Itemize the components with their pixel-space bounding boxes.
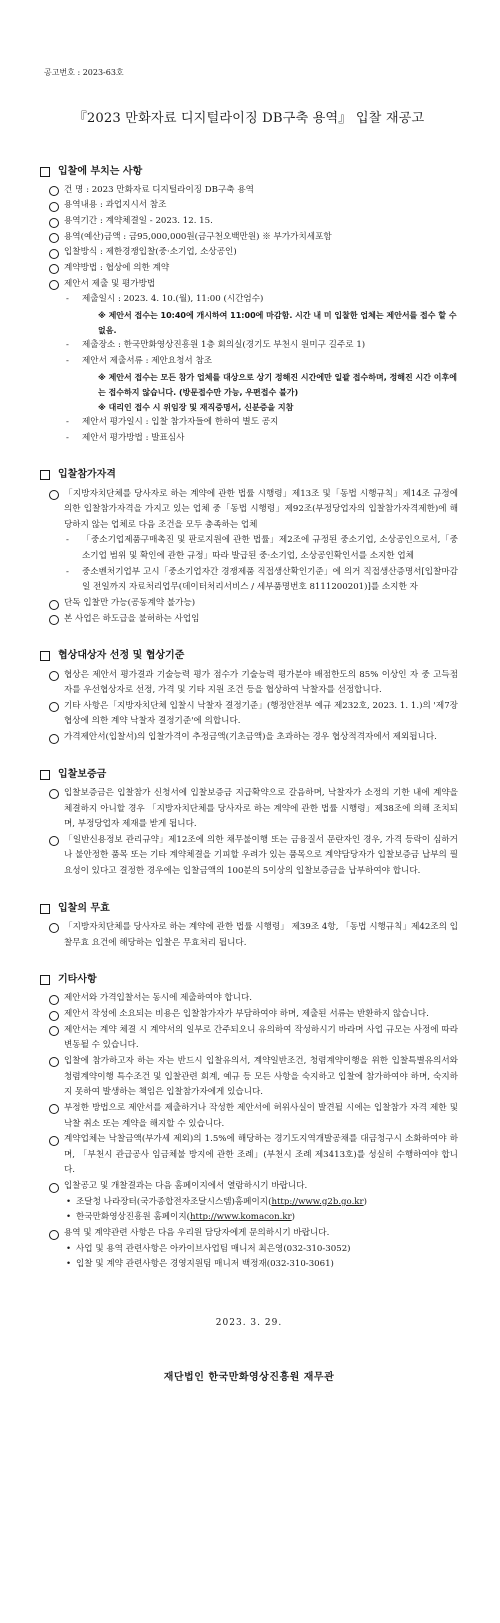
- komacon-link[interactable]: http://www.komacon.kr: [190, 1212, 292, 1223]
- circle-bullet-icon: [49, 280, 59, 290]
- circle-bullet-icon: [49, 1136, 59, 1146]
- square-bullet-icon: [40, 470, 50, 480]
- square-bullet-icon: [40, 167, 50, 177]
- list-item: 입찰공고 및 개찰결과는 다음 홈페이지에서 열람하시기 바랍니다.: [40, 1179, 458, 1195]
- list-item: 건 명 : 2023 만화자료 디지털라이징 DB구축 용역: [40, 183, 458, 199]
- circle-bullet-icon: [49, 264, 59, 274]
- circle-bullet-icon: [49, 836, 59, 846]
- square-bullet-icon: [40, 975, 50, 985]
- circle-bullet-icon: [49, 202, 59, 212]
- circle-bullet-icon: [49, 995, 59, 1005]
- section-bid-items: [40, 163, 458, 447]
- circle-bullet-icon: [49, 702, 59, 712]
- sub-item: - 중소벤처기업부 고시「중소기업자간 경쟁제품 직접생산확인기준」에 의거 직접생산증명서[입찰마감일 전일까지 자료처리업무(데이터처리서비스 / 세부품명번호 8111200201)]를 소지한 자: [66, 566, 458, 593]
- circle-bullet-icon: [49, 734, 59, 744]
- section-heading: 입찰의 무효: [40, 900, 458, 918]
- list-item: 협상은 제안서 평가결과 기술능력 평가 점수가 기술능력 평가분야 배점한도의 85% 이상인 자 중 고득점자를 우선협상자로 선정, 가격 및 기타 지원 조건 등을 협상하여 낙찰자를 선정합니다.: [40, 668, 458, 699]
- section-heading: 협상대상자 선정 및 협상기준: [40, 647, 458, 665]
- contact-item: • 입찰 및 계약 관련사항은 경영지원팀 매니저 백정재(032-310-3061): [66, 1259, 334, 1270]
- list-item: 입찰보증금은 입찰참가 신청서에 입찰보증금 지급확약으로 갈음하며, 낙찰자가 소정의 기한 내에 계약을 체결하지 아니할 경우 「지방자치단체를 당사자로 하는 계약에 관한 법률 시행령」제38조에 의해 조치되며, 부정당업자 제재를 받게 됩니다.: [40, 786, 458, 833]
- list-item: 계약방법 : 협상에 의한 계약: [40, 261, 458, 277]
- list-item: 용역(예산)금액 : 금95,000,000원(금구천오백만원) ※ 부가가치세포함: [40, 230, 458, 246]
- page-title: 『2023 만화자료 디지털라이징 DB구축 용역』 입찰 재공고: [73, 110, 425, 126]
- circle-bullet-icon: [49, 600, 59, 610]
- link-item: • 조달청 나라장터(국가종합전자조달시스템)홈페이지(http://www.g2b.go.kr): [66, 1196, 367, 1207]
- circle-bullet-icon: [49, 490, 59, 500]
- note-item: ※ 제안서 접수는 모든 참가 업체를 대상으로 상기 정해진 시간에만 일괄 접수하며, 정해진 시간 이후에는 접수하지 않습니다. (방문접수만 가능, 우편접수 불가): [98, 372, 457, 397]
- list-item: 「지방자치단체를 당사자로 하는 계약에 관한 법률 시행령」제13조 및「동법 시행규칙」제14조 규정에 의한 입찰참가자격을 가지고 있는 업체 중「동법 시행령」제92조(부정당업자의 입찰참가자격제한)에 해당하지 않는 업체로 다음 조건을 모두 충족하는 업체: [40, 487, 458, 534]
- list-item: 제안서와 가격입찰서는 동시에 제출하여야 합니다.: [40, 991, 458, 1007]
- section-heading: 기타사항: [40, 971, 458, 989]
- list-item: 제안서는 계약 체결 시 계약서의 일부로 간주되오니 유의하여 작성하시기 바라며 사업 규모는 사정에 따라 변동될 수 있습니다.: [40, 1023, 458, 1054]
- list-item: 단독 입찰만 가능(공동계약 불가능): [40, 596, 458, 612]
- note-item: ※ 제안서 접수는 10:40에 개시하여 11:00에 마감함. 시간 내 미 입찰한 업체는 제안서를 접수 할 수 없음.: [98, 310, 457, 336]
- list-item: 제안서 작성에 소요되는 비용은 입찰참가자가 부담하여야 하며, 제출된 서류는 반환하지 않습니다.: [40, 1007, 458, 1023]
- list-item: 제안서 제출 및 평가방법: [40, 277, 458, 293]
- circle-bullet-icon: [49, 249, 59, 259]
- list-item: 용역기간 : 계약체결일 - 2023. 12. 15.: [40, 214, 458, 230]
- contact-item: • 사업 및 용역 관련사항은 아카이브사업팀 매니저 최은영(032-310-3052): [66, 1243, 351, 1254]
- sub-item: - 제출일시 : 2023. 4. 10.(월), 11:00 (시간엄수): [66, 294, 264, 305]
- list-item: 계약업체는 낙찰금액(부가세 제외)의 1.5%에 해당하는 경기도지역개발공채를 대금청구시 소화하여야 하며, 「부천시 관급공사 임금체불 방지에 관한 조례」(부천시 조례 제3413호)를 성실히 수행하여야 합니다.: [40, 1132, 458, 1179]
- circle-bullet-icon: [49, 233, 59, 243]
- circle-bullet-icon: [49, 789, 59, 799]
- section-heading: 입찰참가자격: [40, 466, 458, 484]
- circle-bullet-icon: [49, 1230, 59, 1240]
- square-bullet-icon: [40, 651, 50, 661]
- sub-item: - 제안서 평가방법 : 발표심사: [66, 432, 185, 443]
- sub-item: - 「중소기업제품구매촉진 및 판로지원에 관한 법률」제2조에 규정된 중소기업, 소상공인으로서,「중소기업 범위 및 확인에 관한 규정」따라 발급된 중·소기업, 소상공인확인서를 소지한 업체: [66, 535, 458, 562]
- list-item: 「지방자치단체를 당사자로 하는 계약에 관한 법률 시행령」 제39조 4항, 「동법 시행규칙」제42조의 입찰무효 요건에 해당하는 입찰은 무효처리 됩니다.: [40, 920, 458, 951]
- circle-bullet-icon: [49, 615, 59, 625]
- list-item: 입찰방식 : 제한경쟁입찰(중·소기업, 소상공인): [40, 245, 458, 261]
- list-item: 용역 및 계약관련 사항은 다음 우리원 담당자에게 문의하시기 바랍니다.: [40, 1226, 458, 1242]
- circle-bullet-icon: [49, 1104, 59, 1114]
- section-deposit: [40, 766, 458, 880]
- section-heading: 입찰에 부치는 사항: [40, 163, 458, 181]
- sub-item: - 제안서 평가일시 : 입찰 참가자들에 한하여 별도 공지: [66, 417, 279, 428]
- section-heading: 입찰보증금: [40, 766, 458, 784]
- circle-bullet-icon: [49, 1011, 59, 1021]
- note-item: ※ 대리인 접수 시 위임장 및 재직증명서, 신분증을 지참: [98, 402, 294, 412]
- section-eligibility: [40, 466, 458, 627]
- list-item: 용역내용 : 과업지시서 참조: [40, 198, 458, 214]
- circle-bullet-icon: [49, 1183, 59, 1193]
- section-negotiation: [40, 647, 458, 745]
- square-bullet-icon: [40, 904, 50, 914]
- circle-bullet-icon: [49, 186, 59, 196]
- circle-bullet-icon: [49, 1057, 59, 1067]
- circle-bullet-icon: [49, 218, 59, 228]
- g2b-link[interactable]: http://www.g2b.go.kr: [271, 1196, 364, 1207]
- circle-bullet-icon: [49, 1026, 59, 1036]
- link-item: • 한국만화영상진흥원 홈페이지(http://www.komacon.kr): [66, 1212, 296, 1223]
- list-item: 기타 사항은「지방자치단체 입찰시 낙찰자 결정기준」(행정안전부 예규 제232호, 2023. 1. 1.)의 '제7장 협상에 의한 계약 낙찰자 결정기준'에 의합니다.: [40, 699, 458, 730]
- issuer-name: 재단법인 한국만화영상진흥원 재무관: [163, 1372, 335, 1384]
- sub-item: - 제출장소 : 한국만화영상진흥원 1층 회의실(경기도 부천시 원미구 길주로 1): [66, 340, 366, 351]
- circle-bullet-icon: [49, 671, 59, 681]
- section-invalid-bid: [40, 900, 458, 951]
- notice-date: 2023. 3. 29.: [215, 1317, 283, 1328]
- notice-number: 공고번호 : 2023-63호: [44, 68, 124, 77]
- list-item: 부정한 방법으로 제안서를 제출하거나 작성한 제안서에 허위사실이 발견될 시에는 입찰참가 자격 제한 및 낙찰 취소 또는 계약을 해지할 수 있습니다.: [40, 1101, 458, 1132]
- section-misc: [40, 971, 458, 1273]
- square-bullet-icon: [40, 770, 50, 780]
- list-item: 입찰에 참가하고자 하는 자는 반드시 입찰유의서, 계약일반조건, 청렴계약이행을 위한 입찰특별유의서와 청렴계약이행 특수조건 및 입찰관련 회계, 예규 등 모든 사항을 숙지하고 입찰에 참가하여야 하며, 숙지하지 못하여 발생하는 책임은 입찰참가자에게 있습니다.: [40, 1054, 458, 1101]
- list-item: 본 사업은 하도급을 불허하는 사업임: [40, 612, 458, 628]
- list-item: 가격제안서(입찰서)의 입찰가격이 추정금액(기초금액)을 초과하는 경우 협상적격자에서 제외됩니다.: [40, 730, 458, 746]
- list-item: 「일반신용정보 관리규약」제12조에 의한 채무불이행 또는 금융질서 문란자인 경우, 가격 등락이 심하거나 불안정한 품목 또는 기타 계약체결을 기피할 우려가 있는 품목으로 계약담당자가 입찰보증금 납부의 필요성이 있다고 결정한 경우에는 입찰금액의 100분의 5이상의 입찰보증금을 납부하여야 합니다.: [40, 833, 458, 880]
- sub-item: - 제안서 제출서류 : 제안요청서 참조: [66, 355, 213, 366]
- circle-bullet-icon: [49, 923, 59, 933]
